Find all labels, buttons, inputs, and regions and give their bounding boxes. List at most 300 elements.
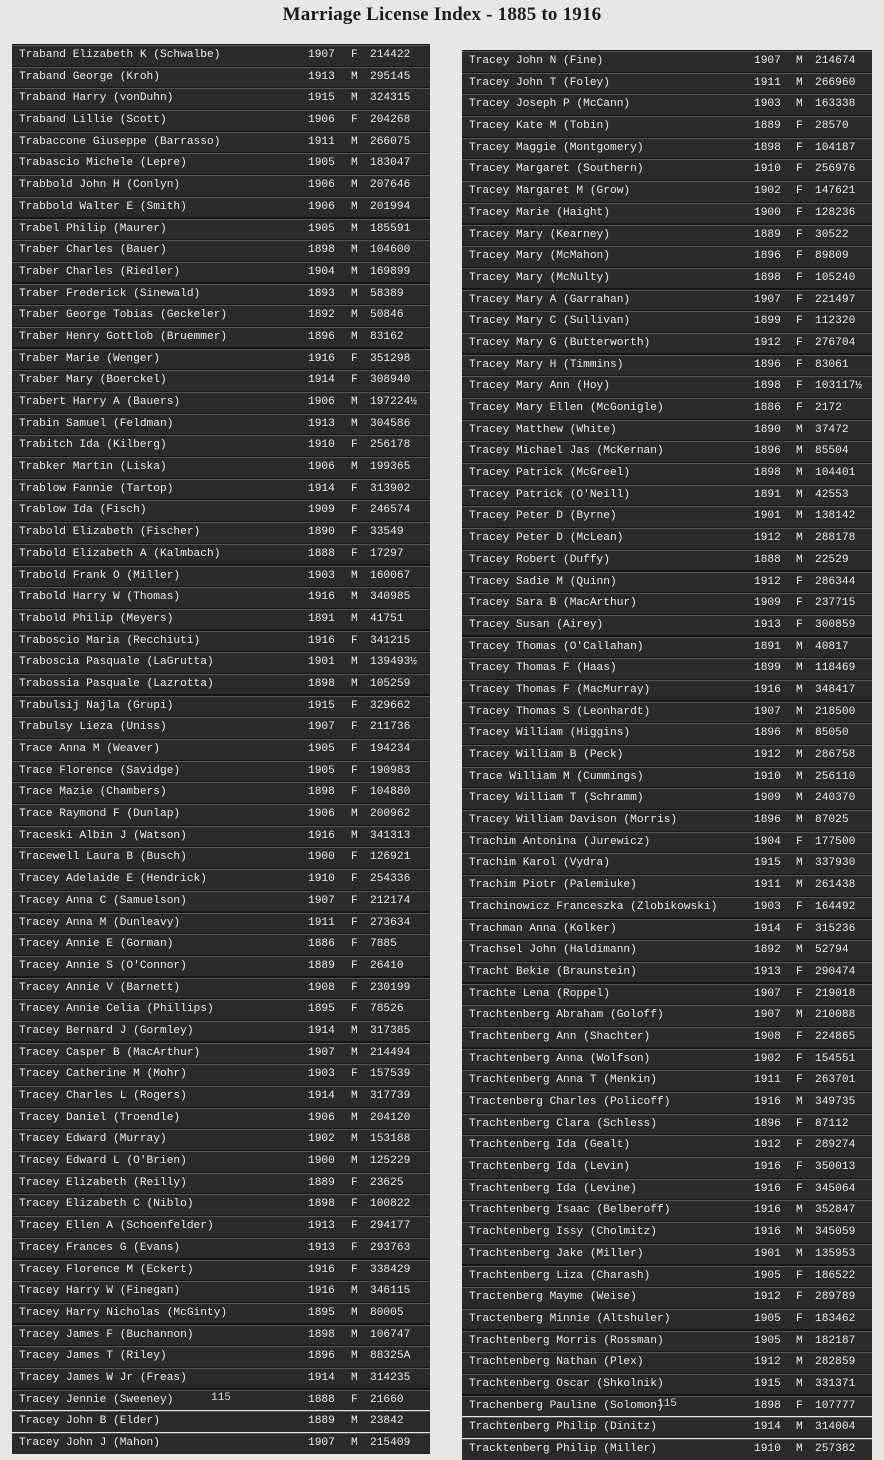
entry-license-number: 125229 [370, 1155, 411, 1168]
index-entry-row [462, 1179, 872, 1200]
entry-name: Tracey Susan (Airey) [469, 618, 604, 631]
entry-license-number: 100822 [370, 1198, 411, 1211]
entry-license-number: 37472 [815, 423, 849, 436]
index-entry-row [462, 919, 872, 940]
entry-name: Tracey Edward L (O'Brien) [19, 1155, 187, 1168]
entry-year: 1899 [754, 662, 781, 675]
entry-name: Tracey Harry Nicholas (McGinty) [19, 1306, 228, 1319]
entry-license-number: 147621 [815, 185, 856, 198]
entry-name: Trachim Piotr (Palemiuke) [469, 879, 637, 892]
index-entry-row [12, 219, 430, 240]
entry-sex: F [351, 114, 358, 127]
entry-name: Tracey Sara B (MacArthur) [469, 597, 637, 610]
entry-license-number: 190983 [370, 764, 411, 777]
entry-year: 1886 [754, 402, 781, 414]
entry-sex: M [796, 792, 803, 805]
entry-license-number: 338429 [370, 1263, 411, 1276]
entry-year: 1916 [754, 1182, 781, 1195]
index-entry-row [12, 1064, 430, 1085]
entry-year: 1912 [754, 749, 781, 761]
entry-year: 1906 [308, 808, 335, 821]
entry-license-number: 219018 [815, 987, 856, 1000]
entry-sex: M [796, 76, 803, 89]
entry-year: 1896 [308, 1350, 335, 1363]
index-entry-row [12, 1086, 430, 1107]
entry-sex: M [796, 749, 803, 761]
entry-license-number: 348417 [815, 683, 856, 696]
index-entry-row [462, 1005, 872, 1026]
entry-year: 1912 [754, 532, 781, 545]
entry-license-number: 266960 [815, 76, 856, 89]
entry-license-number: 201994 [370, 200, 411, 213]
entry-sex: F [351, 786, 358, 799]
entry-year: 1901 [308, 656, 335, 669]
entry-year: 1890 [754, 423, 781, 436]
entry-name: Trachsel John (Haldimann) [469, 944, 637, 957]
entry-year: 1895 [308, 1003, 335, 1016]
entry-license-number: 164492 [815, 900, 856, 913]
entry-sex: M [351, 1437, 358, 1449]
entry-name: Trachman Anna (Kolker) [469, 922, 617, 935]
entry-year: 1916 [308, 1285, 335, 1298]
entry-sex: M [796, 532, 803, 545]
entry-license-number: 58389 [370, 287, 404, 300]
index-entry-row [12, 891, 430, 912]
entry-year: 1906 [308, 461, 335, 474]
entry-sex: M [796, 640, 803, 653]
entry-sex: F [351, 49, 358, 61]
entry-license-number: 183462 [815, 1312, 856, 1325]
entry-year: 1889 [754, 228, 781, 241]
entry-year: 1899 [754, 315, 781, 328]
entry-sex: F [351, 699, 358, 712]
entry-year: 1891 [308, 612, 335, 625]
index-entry-row [462, 658, 872, 679]
entry-name: Trablow Ida (Fisch) [19, 504, 147, 517]
index-entry-row [12, 696, 430, 717]
entry-sex: F [351, 1241, 358, 1254]
entry-sex: F [796, 206, 803, 219]
entry-sex: F [351, 721, 358, 734]
index-entry-row [462, 1244, 872, 1265]
index-entry-row [12, 349, 430, 370]
entry-sex: M [796, 467, 803, 480]
entry-sex: F [351, 1068, 358, 1081]
index-entry-row [12, 587, 430, 608]
entry-name: Tracey Thomas F (Haas) [469, 662, 617, 675]
entry-year: 1892 [308, 309, 335, 322]
entry-name: Tractenberg Mayme (Weise) [469, 1291, 637, 1304]
entry-license-number: 30522 [815, 228, 849, 241]
entry-license-number: 194234 [370, 743, 411, 755]
index-entry-row [12, 88, 430, 109]
entry-license-number: 106747 [370, 1328, 411, 1341]
entry-year: 1915 [754, 1377, 781, 1390]
entry-license-number: 126921 [370, 851, 411, 864]
entry-sex: M [351, 1328, 358, 1341]
entry-year: 1910 [308, 439, 335, 452]
entry-license-number: 308940 [370, 374, 411, 387]
entry-sex: F [796, 575, 803, 588]
entry-license-number: 212174 [370, 894, 411, 907]
index-entry-row [462, 1374, 872, 1395]
entry-year: 1906 [308, 1111, 335, 1124]
index-entry-row [12, 153, 430, 174]
index-entry-row [12, 934, 430, 955]
entry-name: Trachtenberg Issy (Cholmitz) [469, 1226, 657, 1239]
entry-name: Tracey William T (Schramm) [469, 792, 644, 805]
entry-license-number: 294177 [370, 1220, 411, 1233]
entry-sex: F [796, 1117, 803, 1130]
entry-name: Tracey Casper B (MacArthur) [19, 1046, 201, 1059]
entry-year: 1892 [754, 944, 781, 957]
entry-license-number: 257382 [815, 1443, 856, 1455]
entry-name: Tracey Joseph P (McCann) [469, 98, 631, 111]
entry-license-number: 263701 [815, 1074, 856, 1087]
index-entry-row [12, 1281, 430, 1302]
entry-sex: F [796, 250, 803, 263]
entry-license-number: 214422 [370, 49, 411, 61]
entry-license-number: 315236 [815, 922, 856, 935]
entry-year: 1911 [754, 1074, 781, 1087]
entry-name: Tracey Peter D (McLean) [469, 532, 624, 545]
index-entry-row [462, 420, 872, 441]
entry-license-number: 314235 [370, 1371, 411, 1384]
entry-name: Trabker Martin (Liska) [19, 461, 167, 474]
entry-name: Trabold Philip (Meyers) [19, 612, 174, 625]
entry-sex: M [351, 656, 358, 669]
entry-license-number: 341215 [370, 634, 411, 647]
entry-name: Trachtenberg Ida (Levine) [469, 1182, 637, 1195]
entry-year: 1905 [308, 743, 335, 755]
entry-year: 1905 [308, 157, 335, 170]
entry-year: 1913 [754, 618, 781, 631]
entry-sex: M [351, 244, 358, 257]
entry-sex: M [351, 612, 358, 625]
entry-year: 1914 [754, 922, 781, 935]
entry-name: Tracey Anna M (Dunleavy) [19, 916, 181, 929]
entry-year: 1896 [754, 445, 781, 458]
entry-year: 1908 [754, 1030, 781, 1043]
entry-name: Trachtenberg Oscar (Shkolnik) [469, 1377, 664, 1390]
entry-sex: F [796, 1161, 803, 1174]
entry-year: 1907 [308, 894, 335, 907]
entry-year: 1889 [308, 1415, 335, 1428]
entry-sex: M [351, 309, 358, 322]
entry-license-number: 350013 [815, 1161, 856, 1174]
entry-year: 1913 [308, 417, 335, 430]
entry-license-number: 313902 [370, 482, 411, 495]
entry-sex: F [351, 1003, 358, 1016]
entry-name: Tracey Daniel (Troendle) [19, 1111, 181, 1124]
entry-license-number: 83061 [815, 358, 849, 371]
entry-name: Tracey Catherine M (Mohr) [19, 1068, 187, 1081]
entry-sex: M [796, 423, 803, 436]
entry-license-number: 329662 [370, 699, 411, 712]
entry-sex: F [351, 439, 358, 452]
entry-license-number: 87025 [815, 814, 849, 827]
entry-license-number: 293763 [370, 1241, 411, 1254]
entry-name: Trachtenberg Liza (Charash) [469, 1269, 651, 1282]
entry-name: Traber George Tobias (Geckeler) [19, 309, 228, 322]
entry-sex: M [796, 683, 803, 696]
entry-sex: F [796, 965, 803, 978]
entry-sex: F [796, 336, 803, 349]
index-entry-row [462, 680, 872, 701]
entry-name: Tracey Michael Jas (McKernan) [469, 445, 664, 458]
index-entry-row [12, 847, 430, 868]
entry-name: Trabold Harry W (Thomas) [19, 591, 181, 604]
entry-sex: M [351, 200, 358, 213]
entry-year: 1900 [308, 1155, 335, 1168]
index-entry-row [12, 1043, 430, 1064]
entry-year: 1902 [754, 185, 781, 198]
entry-sex: F [351, 851, 358, 864]
entry-sex: F [796, 1030, 803, 1043]
entry-name: Tracey Margaret M (Grow) [469, 185, 631, 198]
index-entry-row [12, 262, 430, 283]
index-entry-row [12, 1411, 430, 1432]
entry-name: Trachtenberg Isaac (Belberoff) [469, 1204, 671, 1217]
index-entry-row [462, 962, 872, 983]
entry-license-number: 214494 [370, 1046, 411, 1059]
entry-license-number: 105240 [815, 271, 856, 284]
entry-year: 1895 [308, 1306, 335, 1319]
entry-year: 1907 [754, 705, 781, 718]
entry-license-number: 105259 [370, 677, 411, 690]
index-entry-row [12, 1216, 430, 1237]
entry-year: 1914 [308, 1371, 335, 1384]
entry-sex: F [796, 922, 803, 935]
entry-name: Tracey Mary (Kearney) [469, 228, 610, 241]
entry-sex: F [351, 894, 358, 907]
index-entry-row [462, 485, 872, 506]
entry-license-number: 221497 [815, 293, 856, 306]
entry-year: 1888 [754, 553, 781, 566]
entry-license-number: 85050 [815, 727, 849, 740]
index-entry-row [12, 826, 430, 847]
entry-name: Trabbold John H (Conlyn) [19, 179, 181, 192]
entry-name: Tractenberg Charles (Policoff) [469, 1096, 671, 1108]
index-entry-row [462, 1070, 872, 1091]
index-entry-row [12, 240, 430, 261]
entry-year: 1905 [754, 1269, 781, 1282]
index-entry-row [462, 506, 872, 527]
entry-sex: F [796, 1052, 803, 1065]
index-entry-row [462, 225, 872, 246]
entry-sex: M [796, 445, 803, 458]
entry-sex: F [351, 981, 358, 994]
entry-license-number: 286758 [815, 749, 856, 761]
entry-name: Trachtenberg Ann (Shachter) [469, 1030, 651, 1043]
entry-name: Tracey James T (Riley) [19, 1350, 167, 1363]
entry-name: Trabascio Michele (Lepre) [19, 157, 187, 170]
entry-license-number: 207646 [370, 179, 411, 192]
entry-license-number: 87112 [815, 1117, 849, 1130]
entry-license-number: 40817 [815, 640, 849, 653]
entry-sex: F [796, 1399, 803, 1412]
entry-year: 1896 [754, 814, 781, 827]
entry-sex: F [351, 374, 358, 387]
entry-year: 1911 [308, 916, 335, 929]
entry-sex: F [351, 743, 358, 755]
entry-license-number: 128236 [815, 206, 856, 219]
entry-license-number: 42553 [815, 488, 849, 501]
entry-name: Tracey John B (Elder) [19, 1415, 160, 1428]
entry-name: Tracey Elizabeth C (Niblo) [19, 1198, 194, 1211]
entry-year: 1903 [308, 569, 335, 582]
entry-license-number: 317739 [370, 1090, 411, 1102]
index-entry-row [462, 333, 872, 354]
entry-name: Trachte Lena (Roppel) [469, 987, 610, 1000]
entry-sex: F [796, 380, 803, 393]
entry-name: Tracey Mary H (Timmins) [469, 358, 624, 371]
entry-sex: F [351, 764, 358, 777]
entry-year: 1893 [308, 287, 335, 300]
entry-name: Trachenberg Pauline (Solomon) [469, 1399, 664, 1412]
index-entry-row [462, 1200, 872, 1221]
entry-license-number: 138142 [815, 510, 856, 523]
entry-license-number: 246574 [370, 504, 411, 517]
entry-sex: M [796, 1421, 803, 1434]
entry-name: Trachtenberg Nathan (Plex) [469, 1356, 644, 1369]
entry-name: Trachtenberg Anna T (Menkin) [469, 1074, 657, 1087]
entry-year: 1915 [308, 92, 335, 105]
entry-name: Tracey Mary (McMahon) [469, 250, 610, 263]
index-entry-row [12, 392, 430, 413]
index-entry-row [462, 181, 872, 202]
entry-license-number: 83162 [370, 330, 404, 343]
entry-name: Traboscio Maria (Recchiuti) [19, 634, 201, 647]
index-entry-row [12, 999, 430, 1020]
entry-year: 1886 [308, 938, 335, 951]
entry-year: 1898 [308, 786, 335, 799]
index-entry-row [462, 1092, 872, 1113]
entry-name: Tracey Maggie (Montgomery) [469, 141, 644, 154]
index-entry-row [462, 1222, 872, 1243]
entry-license-number: 163338 [815, 98, 856, 111]
entry-year: 1898 [754, 380, 781, 393]
page-title: Marriage License Index - 1885 to 1916 [282, 4, 602, 25]
entry-license-number: 224865 [815, 1030, 856, 1043]
entry-year: 1890 [308, 526, 335, 539]
page-number: 115 [657, 1398, 677, 1410]
index-entry-row [12, 761, 430, 782]
entry-license-number: 230199 [370, 981, 411, 994]
index-entry-row [12, 1129, 430, 1150]
entry-license-number: 289274 [815, 1139, 856, 1152]
index-entry-row [12, 67, 430, 88]
entry-year: 1905 [754, 1312, 781, 1325]
entry-sex: F [351, 1176, 358, 1189]
entry-sex: F [796, 1074, 803, 1087]
entry-year: 1901 [754, 510, 781, 523]
entry-license-number: 104600 [370, 244, 411, 257]
entry-year: 1912 [754, 1356, 781, 1369]
entry-license-number: 295145 [370, 70, 411, 83]
entry-name: Trachim Karol (Vydra) [469, 857, 610, 870]
index-entry-row [462, 637, 872, 658]
entry-name: Trabulsij Najla (Grupi) [19, 699, 174, 712]
entry-license-number: 80005 [370, 1306, 404, 1319]
entry-name: Traband Lillie (Scott) [19, 114, 167, 127]
entry-sex: M [796, 98, 803, 111]
entry-license-number: 286344 [815, 575, 856, 588]
entry-name: Tracey Mary Ann (Hoy) [469, 380, 610, 393]
entry-name: Traber Charles (Bauer) [19, 244, 167, 257]
entry-sex: M [351, 330, 358, 343]
entry-license-number: 182187 [815, 1334, 856, 1347]
entry-sex: F [796, 1312, 803, 1325]
entry-name: Tracey Thomas S (Leonhardt) [469, 705, 651, 718]
entry-sex: M [796, 1226, 803, 1239]
entry-license-number: 256178 [370, 439, 411, 452]
entry-name: Traband Elizabeth K (Schwalbe) [19, 49, 221, 61]
entry-year: 1913 [308, 70, 335, 83]
index-entry-row [12, 1151, 430, 1172]
entry-name: Tracey Mary (McNulty) [469, 271, 610, 284]
entry-license-number: 240370 [815, 792, 856, 805]
entry-name: Trabossia Pasquale (Lazrotta) [19, 677, 214, 690]
entry-year: 1907 [308, 1437, 335, 1449]
entry-sex: M [796, 55, 803, 67]
index-entry-row [462, 853, 872, 874]
entry-name: Tracey Annie S (O'Connor) [19, 959, 187, 972]
entry-license-number: 199365 [370, 461, 411, 474]
entry-name: Tractenberg Minnie (Altshuler) [469, 1312, 671, 1325]
entry-name: Tracey William (Higgins) [469, 727, 631, 740]
index-entry-row [462, 1266, 872, 1287]
index-entry-row [462, 1331, 872, 1352]
entry-license-number: 183047 [370, 157, 411, 170]
index-entry-row [462, 615, 872, 636]
index-entry-row [12, 1194, 430, 1215]
entry-license-number: 197224½ [370, 396, 417, 408]
entry-year: 1909 [754, 792, 781, 805]
entry-year: 1896 [308, 330, 335, 343]
entry-year: 1911 [754, 879, 781, 892]
index-entry-row [462, 1439, 872, 1460]
entry-license-number: 317385 [370, 1024, 411, 1037]
entry-year: 1909 [754, 597, 781, 610]
index-entry-row [12, 370, 430, 391]
entry-year: 1898 [308, 677, 335, 690]
entry-name: Traboscia Pasquale (LaGrutta) [19, 656, 214, 669]
entry-sex: M [351, 179, 358, 192]
index-entry-row [462, 1027, 872, 1048]
entry-year: 1910 [754, 1443, 781, 1455]
entry-year: 1896 [754, 250, 781, 263]
entry-name: Tracewell Laura B (Busch) [19, 851, 187, 864]
entry-license-number: 341313 [370, 829, 411, 842]
entry-name: Tracey Thomas (O'Callahan) [469, 640, 644, 653]
entry-name: Tracey James F (Buchannon) [19, 1328, 194, 1341]
entry-name: Tracey Marie (Haight) [469, 206, 610, 219]
entry-name: Trabold Elizabeth A (Kalmbach) [19, 547, 221, 560]
entry-license-number: 41751 [370, 612, 404, 625]
index-entry-row [462, 810, 872, 831]
entry-license-number: 7885 [370, 938, 397, 951]
index-entry-row [462, 1287, 872, 1308]
index-entry-row [12, 305, 430, 326]
entry-year: 1910 [754, 770, 781, 783]
entry-name: Trabin Samuel (Feldman) [19, 417, 174, 430]
entry-name: Trachim Antonina (Jurewicz) [469, 835, 651, 848]
entry-name: Tracey Charles L (Rogers) [19, 1090, 187, 1102]
entry-name: Tracey Mary Ellen (McGonigle) [469, 402, 664, 414]
entry-year: 1914 [754, 1421, 781, 1434]
entry-year: 1903 [308, 1068, 335, 1081]
